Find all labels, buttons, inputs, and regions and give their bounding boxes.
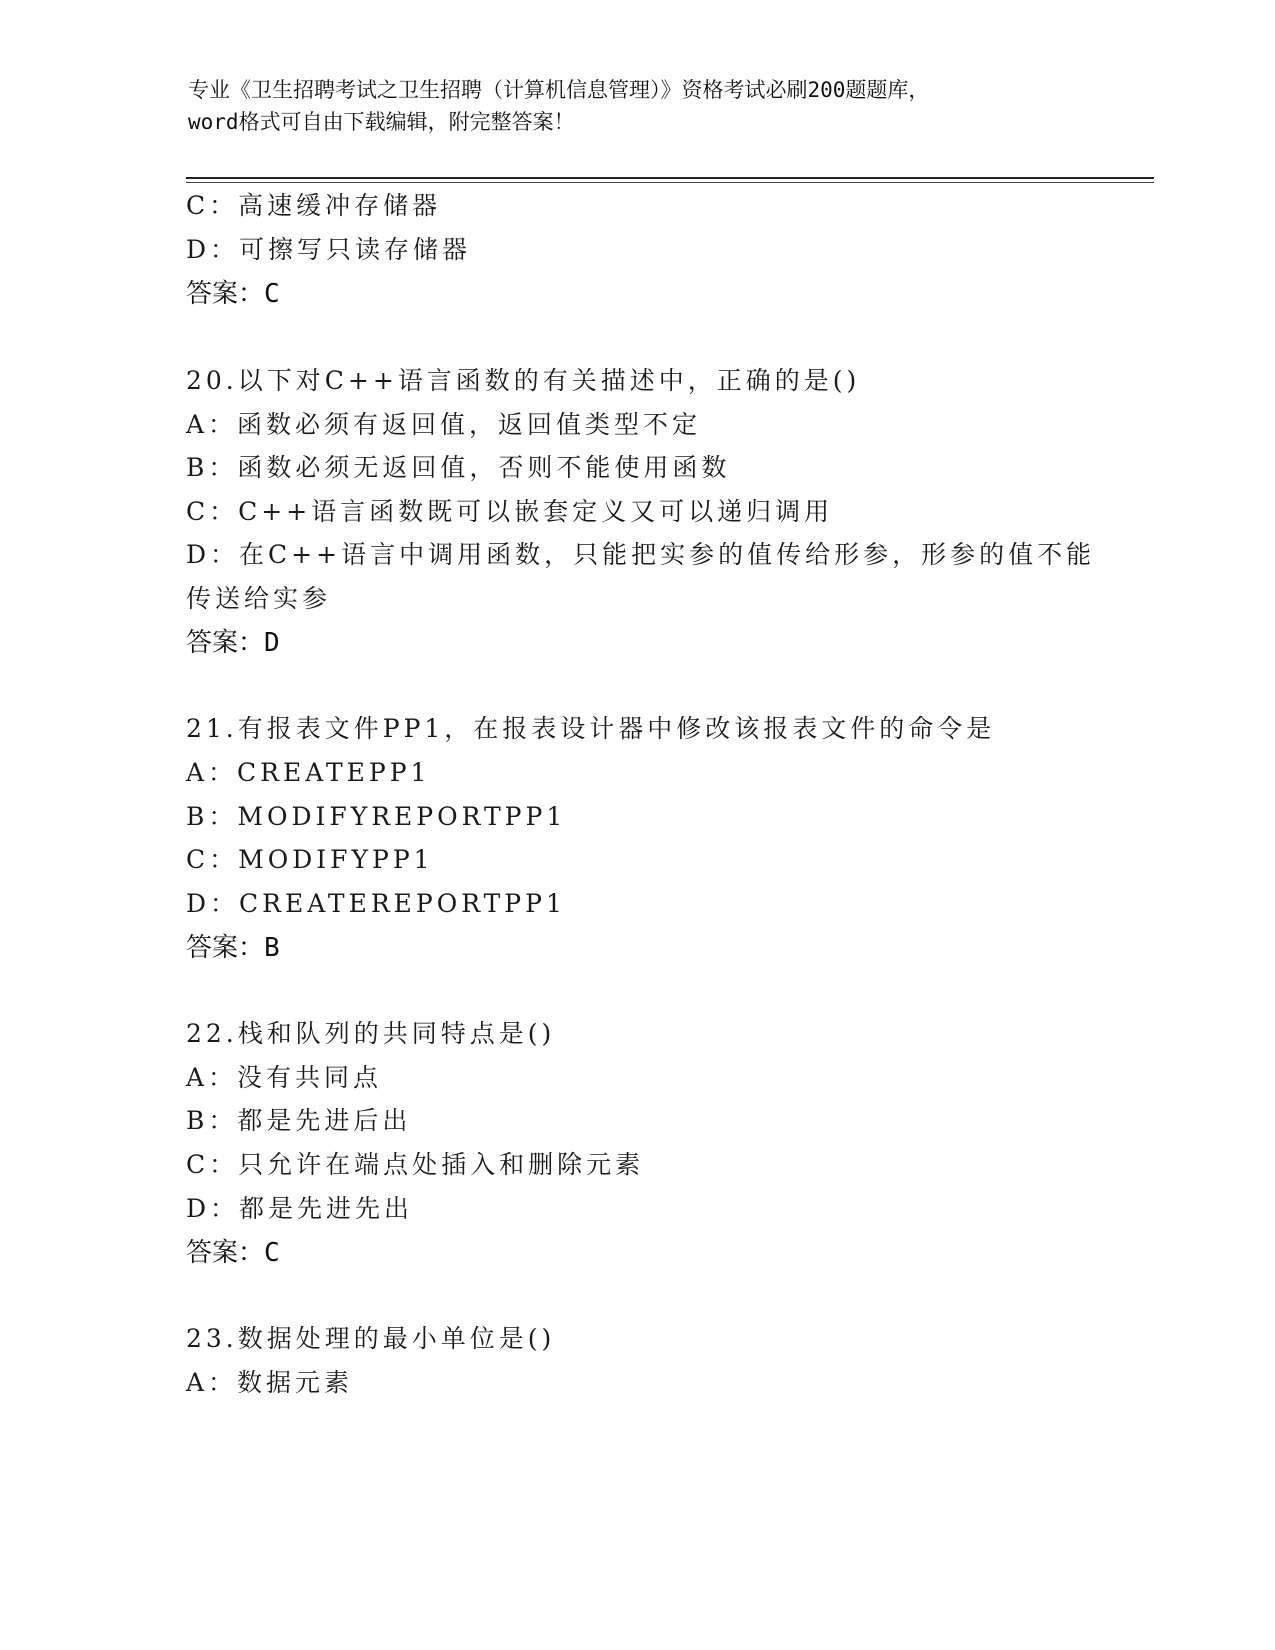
option-c: C：只允许在端点处插入和删除元素 (186, 1150, 645, 1179)
answer-line: 答案：D (186, 628, 280, 658)
question-21: 21.有报表文件PP1，在报表设计器中修改该报表文件的命令是 (186, 714, 996, 743)
header-divider-thin (186, 182, 1154, 183)
option-a: A：函数必须有返回值，返回值类型不定 (186, 410, 702, 439)
option-a: A：没有共同点 (186, 1063, 383, 1092)
option-a: A：数据元素 (186, 1368, 354, 1397)
option-d-continuation: 传送给实参 (186, 584, 332, 613)
option-c: C：MODIFYPP1 (186, 845, 434, 874)
question-22: 22.栈和队列的共同特点是() (186, 1019, 556, 1048)
header-divider-thick (186, 177, 1154, 179)
option-c: C：C++语言函数既可以嵌套定义又可以递归调用 (186, 497, 834, 526)
header-line-1: 专业《卫生招聘考试之卫生招聘（计算机信息管理）》资格考试必刷200题题库， (188, 78, 930, 102)
question-23: 23.数据处理的最小单位是() (186, 1324, 556, 1353)
option-b: B：MODIFYREPORTPP1 (186, 802, 567, 831)
option-d: D：在C++语言中调用函数，只能把实参的值传给形参，形参的值不能 (186, 540, 1096, 569)
answer-line: 答案：C (186, 1238, 280, 1268)
option-d: D：都是先进先出 (186, 1194, 414, 1223)
option-b: B：函数必须无返回值，否则不能使用函数 (186, 453, 731, 482)
option-b: B：都是先进后出 (186, 1106, 412, 1135)
answer-line: 答案：B (186, 933, 280, 963)
document-header (188, 74, 1088, 138)
option-d: D：可擦写只读存储器 (186, 235, 472, 264)
option-c: C：高速缓冲存储器 (186, 191, 442, 220)
question-20: 20.以下对C++语言函数的有关描述中，正确的是() (186, 366, 861, 395)
option-a: A：CREATEPP1 (186, 758, 431, 787)
answer-line: 答案：C (186, 279, 280, 309)
header-line-2: word格式可自由下载编辑，附完整答案！ (188, 110, 575, 134)
option-d: D：CREATEREPORTPP1 (186, 889, 566, 918)
